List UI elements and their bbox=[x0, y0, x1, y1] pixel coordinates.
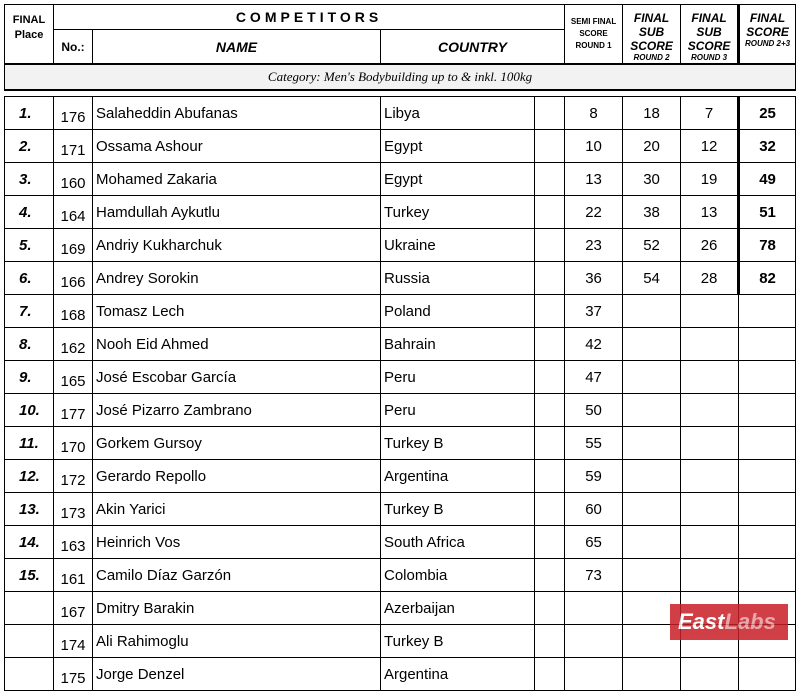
competitor-country: Peru bbox=[381, 394, 535, 427]
round2-score bbox=[623, 427, 681, 460]
country-header: COUNTRY bbox=[381, 30, 565, 65]
round3-score: 7 bbox=[681, 97, 739, 130]
place-cell: 15. bbox=[5, 559, 54, 592]
competitor-number: 174 bbox=[54, 625, 93, 658]
table-row bbox=[5, 229, 796, 262]
place-cell: 7. bbox=[5, 295, 54, 328]
place-cell: 6. bbox=[5, 262, 54, 295]
competitor-number: 175 bbox=[54, 658, 93, 691]
round2-score: 38 bbox=[623, 196, 681, 229]
final-score bbox=[739, 526, 796, 559]
final-score bbox=[739, 328, 796, 361]
table-row bbox=[5, 361, 796, 394]
competitor-name: Andriy Kukharchuk bbox=[93, 229, 381, 262]
final-score bbox=[739, 559, 796, 592]
semi-final-score: 13 bbox=[565, 163, 623, 196]
round3-score: 19 bbox=[681, 163, 739, 196]
place-cell: 3. bbox=[5, 163, 54, 196]
competitor-name: José Pizarro Zambrano bbox=[93, 394, 381, 427]
place-cell bbox=[5, 592, 54, 625]
competitor-country: Argentina bbox=[381, 460, 535, 493]
blank-cell bbox=[535, 559, 565, 592]
final-score bbox=[739, 460, 796, 493]
table-row bbox=[5, 262, 796, 295]
blank-cell bbox=[535, 262, 565, 295]
competitor-name: Ali Rahimoglu bbox=[93, 625, 381, 658]
blank-cell bbox=[535, 295, 565, 328]
place-cell: 13. bbox=[5, 493, 54, 526]
round2-score: 18 bbox=[623, 97, 681, 130]
semi-final-score: 36 bbox=[565, 262, 623, 295]
round2-score bbox=[623, 328, 681, 361]
semi-final-score: 42 bbox=[565, 328, 623, 361]
round2-score bbox=[623, 394, 681, 427]
competitor-number: 164 bbox=[54, 196, 93, 229]
semi-final-score: 37 bbox=[565, 295, 623, 328]
competitor-name: Mohamed Zakaria bbox=[93, 163, 381, 196]
competitor-name: Jorge Denzel bbox=[93, 658, 381, 691]
semi-final-score: 47 bbox=[565, 361, 623, 394]
final-score bbox=[739, 295, 796, 328]
competitor-name: Akin Yarici bbox=[93, 493, 381, 526]
competitor-country: Turkey bbox=[381, 196, 535, 229]
semi-final-score bbox=[565, 592, 623, 625]
round3-score bbox=[681, 658, 739, 691]
round3-score bbox=[681, 526, 739, 559]
final-score bbox=[739, 493, 796, 526]
place-cell: 10. bbox=[5, 394, 54, 427]
competitor-name: Nooh Eid Ahmed bbox=[93, 328, 381, 361]
table-row bbox=[5, 658, 796, 691]
sub-score-round3-header-title: FINAL SUB SCORE bbox=[687, 11, 731, 53]
round2-score bbox=[623, 361, 681, 394]
final-score: 51 bbox=[739, 196, 796, 229]
final-score: 32 bbox=[739, 130, 796, 163]
semi-final-score bbox=[565, 625, 623, 658]
final-score bbox=[739, 361, 796, 394]
blank-cell bbox=[535, 592, 565, 625]
competitor-number: 166 bbox=[54, 262, 93, 295]
competitor-number: 176 bbox=[54, 97, 93, 130]
round3-score bbox=[681, 427, 739, 460]
round3-score bbox=[681, 295, 739, 328]
competitor-country: Bahrain bbox=[381, 328, 535, 361]
sub-score-round2-header-round: ROUND 2 bbox=[633, 53, 670, 62]
results-table bbox=[4, 4, 796, 691]
competitor-number: 171 bbox=[54, 130, 93, 163]
round2-score: 54 bbox=[623, 262, 681, 295]
competitor-number: 177 bbox=[54, 394, 93, 427]
final-score-header bbox=[739, 5, 796, 65]
round2-score: 20 bbox=[623, 130, 681, 163]
semi-final-score: 55 bbox=[565, 427, 623, 460]
place-cell: 8. bbox=[5, 328, 54, 361]
competitor-number: 160 bbox=[54, 163, 93, 196]
competitor-number: 161 bbox=[54, 559, 93, 592]
table-row bbox=[5, 460, 796, 493]
competitor-number: 162 bbox=[54, 328, 93, 361]
round3-score bbox=[681, 493, 739, 526]
place-cell bbox=[5, 658, 54, 691]
blank-cell bbox=[535, 361, 565, 394]
competitor-country: Peru bbox=[381, 361, 535, 394]
semi-final-score: 59 bbox=[565, 460, 623, 493]
competitor-country: Turkey B bbox=[381, 427, 535, 460]
place-cell: 4. bbox=[5, 196, 54, 229]
blank-cell bbox=[535, 460, 565, 493]
semi-final-score: 60 bbox=[565, 493, 623, 526]
round3-score: 13 bbox=[681, 196, 739, 229]
place-cell bbox=[5, 625, 54, 658]
competitor-country: Poland bbox=[381, 295, 535, 328]
blank-cell bbox=[535, 625, 565, 658]
blank-cell bbox=[535, 196, 565, 229]
round3-score bbox=[681, 394, 739, 427]
competitor-number: 168 bbox=[54, 295, 93, 328]
final-score: 78 bbox=[739, 229, 796, 262]
competitor-country: Egypt bbox=[381, 163, 535, 196]
competitor-country: South Africa bbox=[381, 526, 535, 559]
round2-score bbox=[623, 559, 681, 592]
final-score: 49 bbox=[739, 163, 796, 196]
competitor-country: Egypt bbox=[381, 130, 535, 163]
watermark-text-east: East bbox=[678, 609, 725, 634]
semi-final-score: 65 bbox=[565, 526, 623, 559]
competitor-number: 169 bbox=[54, 229, 93, 262]
category-label: Category: Men's Bodybuilding up to & inkl. 100kg bbox=[5, 64, 796, 90]
competitor-number: 163 bbox=[54, 526, 93, 559]
competitor-number: 167 bbox=[54, 592, 93, 625]
blank-cell bbox=[535, 394, 565, 427]
competitor-name: Gorkem Gursoy bbox=[93, 427, 381, 460]
table-row bbox=[5, 328, 796, 361]
blank-cell bbox=[535, 526, 565, 559]
table-row bbox=[5, 295, 796, 328]
semi-final-score: 50 bbox=[565, 394, 623, 427]
round3-score: 28 bbox=[681, 262, 739, 295]
round2-score bbox=[623, 493, 681, 526]
place-cell: 2. bbox=[5, 130, 54, 163]
competitor-country: Colombia bbox=[381, 559, 535, 592]
competitor-country: Argentina bbox=[381, 658, 535, 691]
place-cell: 1. bbox=[5, 97, 54, 130]
competitor-country: Ukraine bbox=[381, 229, 535, 262]
round3-score bbox=[681, 559, 739, 592]
competitors-header: COMPETITORS bbox=[54, 5, 565, 30]
competitor-country: Russia bbox=[381, 262, 535, 295]
competitor-number: 173 bbox=[54, 493, 93, 526]
semi-final-score bbox=[565, 658, 623, 691]
sub-score-round2-header bbox=[623, 5, 681, 65]
table-row bbox=[5, 163, 796, 196]
blank-cell bbox=[535, 229, 565, 262]
competitor-name: Heinrich Vos bbox=[93, 526, 381, 559]
sub-score-round3-header bbox=[681, 5, 739, 65]
round3-score: 26 bbox=[681, 229, 739, 262]
blank-cell bbox=[535, 658, 565, 691]
eastlabs-watermark-logo bbox=[670, 604, 788, 640]
competitor-name: Camilo Díaz Garzón bbox=[93, 559, 381, 592]
name-header: NAME bbox=[93, 30, 381, 65]
competitor-name: Tomasz Lech bbox=[93, 295, 381, 328]
watermark-text-labs: Labs bbox=[724, 609, 776, 634]
competitor-number: 165 bbox=[54, 361, 93, 394]
blank-cell bbox=[535, 493, 565, 526]
final-place-header: FINAL Place bbox=[5, 5, 54, 65]
final-score-header-title: FINAL SCORE bbox=[746, 11, 789, 39]
table-row bbox=[5, 526, 796, 559]
place-cell: 12. bbox=[5, 460, 54, 493]
competitor-number: 172 bbox=[54, 460, 93, 493]
semi-final-score: 10 bbox=[565, 130, 623, 163]
competitor-name: Andrey Sorokin bbox=[93, 262, 381, 295]
final-score: 82 bbox=[739, 262, 796, 295]
competitor-country: Azerbaijan bbox=[381, 592, 535, 625]
final-score-header-round: ROUND 2+3 bbox=[744, 39, 791, 48]
blank-cell bbox=[535, 427, 565, 460]
semi-final-header: SEMI FINAL SCORE ROUND 1 bbox=[565, 5, 623, 65]
sub-score-round2-header-title: FINAL SUB SCORE bbox=[630, 11, 673, 53]
blank-cell bbox=[535, 97, 565, 130]
place-cell: 11. bbox=[5, 427, 54, 460]
sub-score-round3-header-round: ROUND 3 bbox=[691, 53, 728, 62]
blank-cell bbox=[535, 130, 565, 163]
competitor-name: Hamdullah Aykutlu bbox=[93, 196, 381, 229]
competitor-country: Libya bbox=[381, 97, 535, 130]
place-cell: 5. bbox=[5, 229, 54, 262]
round2-score bbox=[623, 295, 681, 328]
round2-score: 52 bbox=[623, 229, 681, 262]
table-row bbox=[5, 559, 796, 592]
blank-cell bbox=[535, 328, 565, 361]
round2-score bbox=[623, 658, 681, 691]
table-row bbox=[5, 196, 796, 229]
table-row bbox=[5, 493, 796, 526]
blank-cell bbox=[535, 163, 565, 196]
place-cell: 14. bbox=[5, 526, 54, 559]
semi-final-score: 8 bbox=[565, 97, 623, 130]
competitor-country: Turkey B bbox=[381, 625, 535, 658]
final-score: 25 bbox=[739, 97, 796, 130]
final-score bbox=[739, 658, 796, 691]
round3-score bbox=[681, 328, 739, 361]
table-row bbox=[5, 130, 796, 163]
competitor-name: Salaheddin Abufanas bbox=[93, 97, 381, 130]
round2-score: 30 bbox=[623, 163, 681, 196]
semi-final-score: 73 bbox=[565, 559, 623, 592]
table-row bbox=[5, 427, 796, 460]
competitor-number: 170 bbox=[54, 427, 93, 460]
round2-score bbox=[623, 526, 681, 559]
competitor-name: Ossama Ashour bbox=[93, 130, 381, 163]
round3-score: 12 bbox=[681, 130, 739, 163]
semi-final-score: 23 bbox=[565, 229, 623, 262]
round3-score bbox=[681, 361, 739, 394]
place-cell: 9. bbox=[5, 361, 54, 394]
round2-score bbox=[623, 460, 681, 493]
number-header: No.: bbox=[54, 30, 93, 65]
competitor-country: Turkey B bbox=[381, 493, 535, 526]
competitor-name: José Escobar García bbox=[93, 361, 381, 394]
table-row bbox=[5, 394, 796, 427]
final-score bbox=[739, 427, 796, 460]
semi-final-score: 22 bbox=[565, 196, 623, 229]
competitor-name: Gerardo Repollo bbox=[93, 460, 381, 493]
round3-score bbox=[681, 460, 739, 493]
final-score bbox=[739, 394, 796, 427]
table-row bbox=[5, 97, 796, 130]
competitor-name: Dmitry Barakin bbox=[93, 592, 381, 625]
